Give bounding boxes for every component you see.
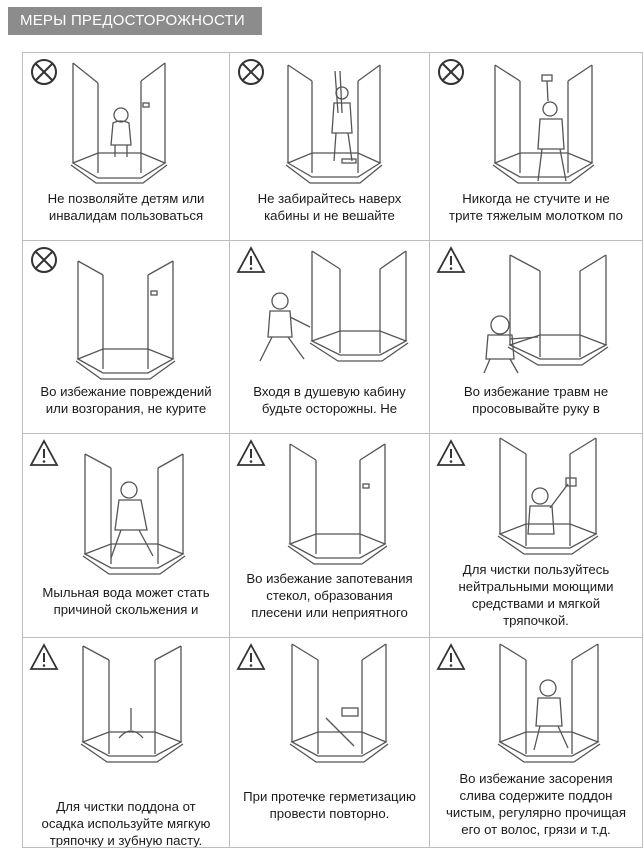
shower-cabin-cleaning-illustration <box>430 434 643 574</box>
shower-drain-cleaning-illustration <box>430 638 643 778</box>
precaution-cell-4 <box>23 241 230 434</box>
shower-cabin-climbing-illustration <box>230 53 430 193</box>
precaution-caption: Входя в душевую кабину будьте осторожны. Не <box>253 384 406 416</box>
shower-cabin-hand-illustration <box>430 241 643 381</box>
precaution-caption: Мыльная вода может стать причиной скольжения и <box>42 585 210 617</box>
precaution-cell-9 <box>430 434 643 638</box>
precaution-caption: При протечке герметизацию провести повторно. <box>243 789 416 821</box>
precaution-caption: Не позволяйте детям или инвалидам пользоваться <box>47 191 205 223</box>
precautions-grid <box>22 52 643 848</box>
precaution-cell-1 <box>23 53 230 241</box>
precaution-cell-6 <box>430 241 643 434</box>
page-title: МЕРЫ ПРЕДОСТОРОЖНОСТИ <box>20 12 245 29</box>
precaution-cell-10 <box>23 638 230 848</box>
precaution-cell-2 <box>230 53 430 241</box>
precaution-caption: Во избежание запотевания стекол, образования плесени или неприятного <box>246 571 413 620</box>
precaution-caption: Никогда не стучите и не трите тяжелым молотком по <box>449 191 623 223</box>
precaution-cell-12 <box>430 638 643 848</box>
shower-cabin-entering-illustration <box>230 241 430 381</box>
precaution-caption: Не забирайтесь наверх кабины и не вешайте <box>257 191 402 223</box>
shower-cabin-slippery-illustration <box>23 434 230 584</box>
precaution-caption: Во избежание повреждений или возгорания, не курите <box>40 384 212 416</box>
precaution-cell-7 <box>23 434 230 638</box>
precaution-caption: Для чистки пользуйтесь нейтральными моющими средствами и мягкой тряпочкой. <box>458 562 614 628</box>
precaution-caption: Для чистки поддона от осадка используйте мягкую тряпочку и зубную пасту. <box>41 799 211 848</box>
shower-tray-cleaning-illustration <box>23 638 230 778</box>
precaution-caption: Во избежание травм не просовывайте руку в <box>463 384 609 416</box>
section-title-bar <box>8 7 262 35</box>
precaution-cell-5 <box>230 241 430 434</box>
shower-cabin-hammer-illustration <box>430 53 643 193</box>
shower-cabin-child-illustration <box>23 53 230 193</box>
precaution-caption: Во избежание засорения слива содержите поддон чистым, регулярно прочищая его от волос, грязи и т.д. <box>445 771 627 837</box>
precaution-cell-3 <box>430 53 643 241</box>
shower-cabin-sealing-illustration <box>230 638 430 778</box>
precaution-cell-11 <box>230 638 430 848</box>
shower-cabin-no-smoking-illustration <box>23 241 230 381</box>
shower-cabin-ventilation-illustration <box>230 434 430 574</box>
precaution-cell-8 <box>230 434 430 638</box>
